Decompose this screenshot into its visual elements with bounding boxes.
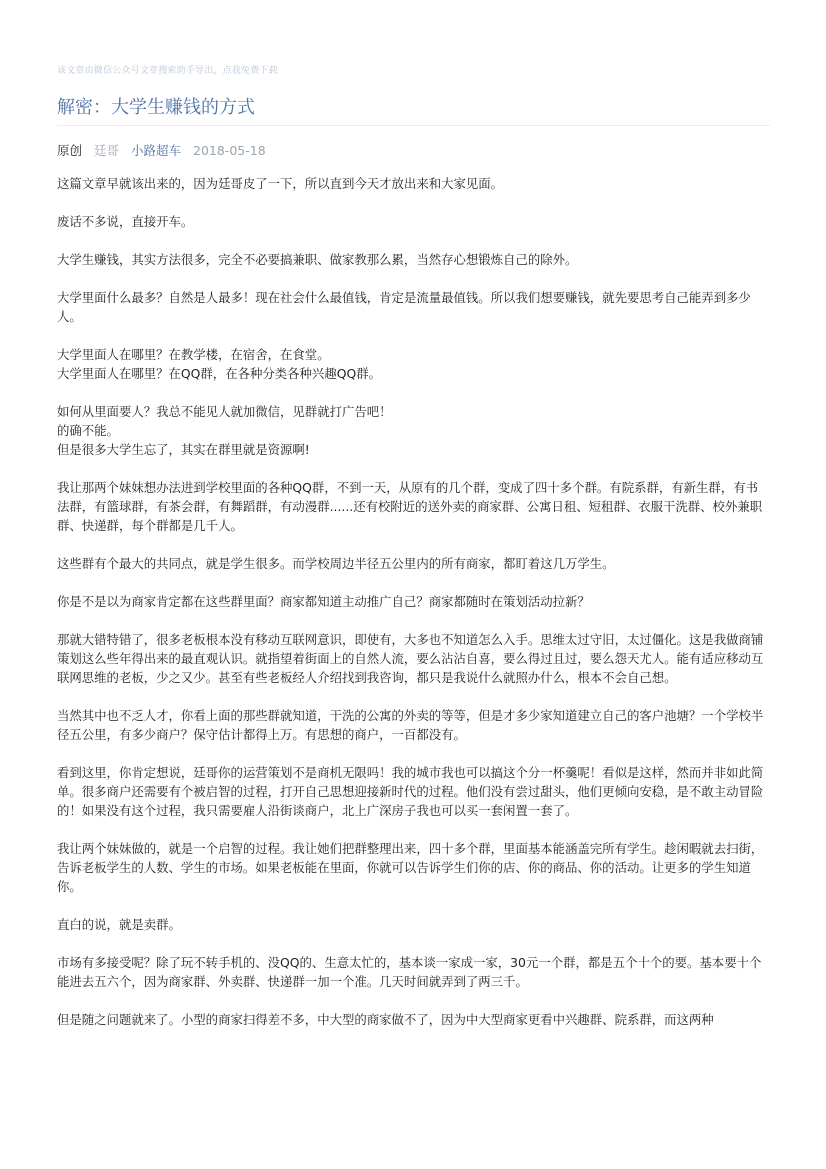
paragraph-line: 我让两个妹妹做的，就是一个启智的过程。我让她们把群整理出来，四十多个群，里面基本能涵盖完所有学生。趁闲暇就去扫街，告诉老板学生的人数、学生的市场。如果老板能在里面，你就可以告诉学生们你的店、你的商品、你的活动。让更多的学生知道你。	[57, 841, 764, 894]
paragraph-line: 我让那两个妹妹想办法进到学校里面的各种QQ群，不到一天，从原有的几个群，变成了四十多个群。有院系群，有新生群，有书法群，有篮球群，有茶会群，有舞蹈群，有动漫群......还有校附近的送外卖的商家群、公寓日租、短租群、衣服干洗群、校外兼职群、快递群，每个群都是几千人。	[57, 480, 763, 533]
paragraph	[57, 839, 770, 896]
paragraph-line: 当然其中也不乏人才，你看上面的那些群就知道，干洗的公寓的外卖的等等，但是才多少家知道建立自己的客户池塘？一个学校半径五公里，有多少商户？保守估计都得上万。有思想的商户，一百都没有。	[57, 708, 764, 742]
paragraph-line: 但是很多大学生忘了，其实在群里就是资源啊!	[57, 442, 310, 457]
paragraph	[57, 706, 770, 744]
paragraph	[57, 288, 770, 326]
article-body	[57, 174, 770, 1048]
paragraph-line: 大学里面人在哪里？在教学楼，在宿舍，在食堂。	[57, 347, 330, 362]
title-divider	[57, 125, 770, 126]
paragraph-line: 如何从里面要人？我总不能见人就加微信，见群就打广告吧！	[57, 404, 392, 419]
paragraph-line: 直白的说，就是卖群。	[57, 917, 181, 932]
article-meta	[57, 141, 274, 159]
paragraph	[57, 174, 770, 193]
paragraph	[57, 1010, 770, 1029]
paragraph	[57, 478, 770, 535]
account-link[interactable]: 小路超车	[131, 143, 182, 158]
paragraph-line: 大学里面人在哪里？在QQ群，在各种分类各种兴趣QQ群。	[57, 366, 381, 381]
paragraph-line: 这篇文章早就该出来的，因为廷哥皮了一下，所以直到今天才放出来和大家见面。	[57, 176, 504, 191]
paragraph-line: 但是随之问题就来了。小型的商家扫得差不多，中大型的商家做不了，因为中大型商家更看中兴趣群、院系群，而这两种	[57, 1012, 714, 1027]
paragraph-line: 大学生赚钱，其实方法很多，完全不必要搞兼职、做家教那么累，当然存心想锻炼自己的除外。	[57, 252, 578, 267]
article-title: 解密：大学生赚钱的方式	[57, 97, 255, 118]
paragraph	[57, 592, 770, 611]
paragraph	[57, 402, 770, 459]
export-note-link[interactable]: 该文章由微信公众号文章搜索助手导出，点我免费下载	[57, 66, 278, 76]
paragraph	[57, 345, 770, 383]
paragraph-line: 那就大错特错了，很多老板根本没有移动互联网意识，即使有，大多也不知道怎么入手。思维太过守旧，太过僵化。这是我做商铺策划这么些年得出来的最直观认识。就指望着街面上的自然人流，要么沾沾自喜，要么得过且过，要么怨天尤人。能有适应移动互联网思维的老板，少之又少。甚至有些老板经人介绍找到我咨询，都只是我说什么就照办什么，根本不会自己想。	[57, 632, 764, 685]
paragraph-line: 的确不能。	[57, 423, 119, 438]
publish-date: 2018-05-18	[193, 143, 266, 158]
paragraph	[57, 250, 770, 269]
paragraph-line: 这些群有个最大的共同点，就是学生很多。而学校周边半径五公里内的所有商家，都盯着这几万学生。	[57, 556, 615, 571]
paragraph	[57, 554, 770, 573]
paragraph	[57, 763, 770, 820]
paragraph-line: 看到这里，你肯定想说，廷哥你的运营策划不是商机无限吗！我的城市我也可以搞这个分一杯羹呢！看似是这样，然而并非如此简单。很多商户还需要有个被启智的过程，打开自己思想迎接新时代的过程。他们没有尝过甜头，他们更倾向安稳，是不敢主动冒险的！如果没有这个过程，我只需要雇人沿街谈商户，北上广深房子我也可以买一套闲置一套了。	[57, 765, 764, 818]
paragraph-line: 废话不多说，直接开车。	[57, 214, 194, 229]
original-label: 原创	[57, 143, 83, 158]
paragraph-line: 市场有多接受呢？除了玩不转手机的、没QQ的、生意太忙的，基本谈一家成一家，30元一个群，都是五个十个的要。基本要十个能进去五六个，因为商家群、外卖群、快递群一加一个准。几天时间就弄到了两三千。	[57, 955, 762, 989]
paragraph	[57, 212, 770, 231]
paragraph	[57, 953, 770, 991]
paragraph	[57, 630, 770, 687]
paragraph-line: 大学里面什么最多？自然是人最多！现在社会什么最值钱，肯定是流量最值钱。所以我们想要赚钱，就先要思考自己能弄到多少人。	[57, 290, 751, 324]
paragraph	[57, 915, 770, 934]
paragraph-line: 你是不是以为商家肯定都在这些群里面？商家都知道主动推广自己？商家都随时在策划活动拉新？	[57, 594, 590, 609]
author-name: 廷哥	[94, 143, 120, 158]
